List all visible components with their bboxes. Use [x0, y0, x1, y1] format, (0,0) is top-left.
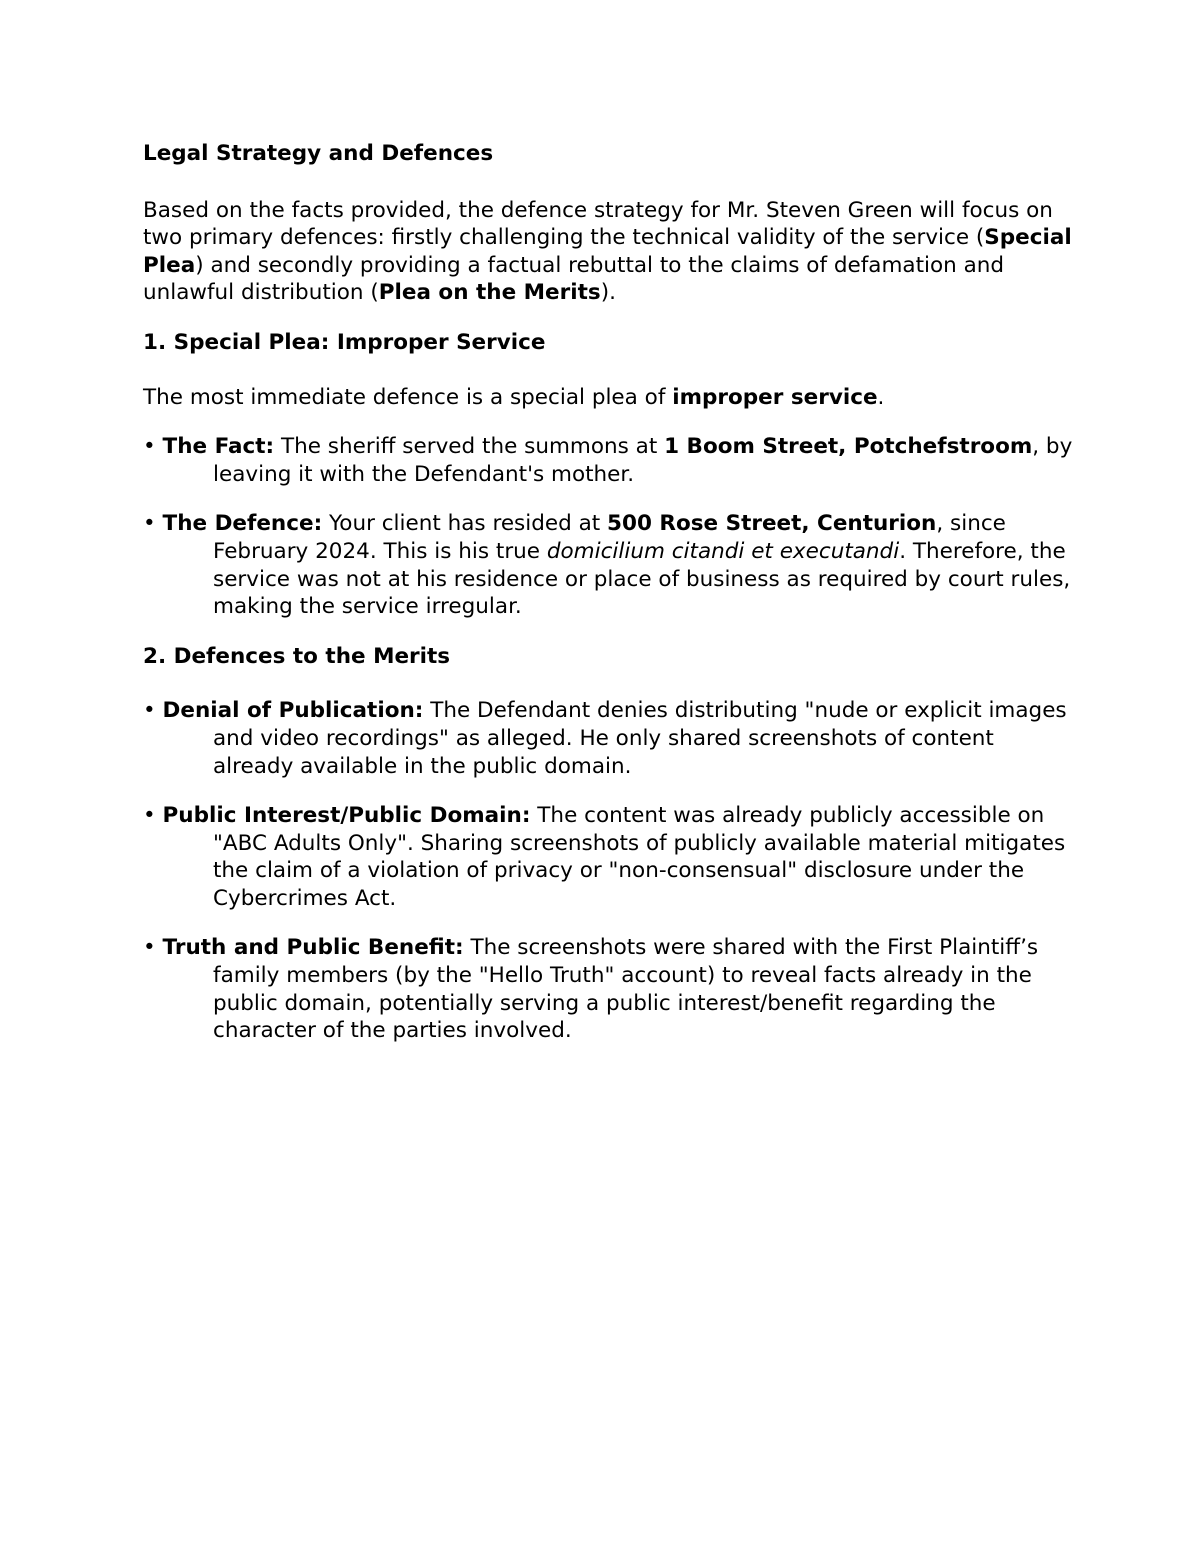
section1-heading: 1. Special Plea: Improper Service — [143, 329, 546, 355]
section2-heading: 2. Defences to the Merits — [143, 643, 451, 669]
bullet-bold-address: 500 Rose Street, Centurion — [607, 511, 937, 537]
bullet-marker: • — [143, 803, 156, 829]
bullet-denial-of-publication — [143, 697, 1073, 780]
intro-bold-plea-merits: Plea on the Merits — [378, 280, 601, 306]
bullet-the-defence — [143, 510, 1073, 620]
bullet-text-1: The Defendant denies distributing "nude or explicit images and video recordings" as alleged. He only shared screenshots of content already available in the public domain. — [213, 698, 1067, 779]
bullet-truth-public-benefit — [143, 934, 1073, 1044]
bullet-text-2: , by leaving it with the Defendant's mother. — [213, 434, 1073, 487]
bullet-label: Denial of Publication: — [162, 698, 424, 724]
intro-bold-special-plea: Special Plea — [143, 225, 1072, 278]
section1-lead-bold: improper service — [672, 384, 878, 410]
document-page — [143, 140, 1073, 1045]
bullet-public-interest — [143, 802, 1073, 912]
bullet-text-2: , since February 2024. This is his true — [213, 511, 1006, 564]
section1-lead-text-2: . — [877, 384, 885, 410]
bullet-bold-address: 1 Boom Street, Potchefstroom — [664, 434, 1033, 460]
section1-lead-text-1: The most immediate defence is a special plea of — [143, 384, 673, 410]
intro-text-2: ) and secondly providing a factual rebuttal to the claims of defamation and unlawful distribution ( — [143, 252, 1005, 306]
bullet-text-1: Your client has resided at — [322, 511, 608, 537]
intro-text-3: ). — [600, 280, 616, 306]
bullet-marker: • — [143, 434, 156, 460]
bullet-text-1: The sheriff served the summons at — [274, 434, 665, 460]
bullet-text-1: The content was already publicly accessible on "ABC Adults Only". Sharing screenshots of publicly available material mitigates the claim of a violation of privacy or "non-consensual" disclosure under the Cybercrimes Act. — [213, 803, 1066, 911]
bullet-marker: • — [143, 698, 156, 724]
bullet-label: Public Interest/Public Domain: — [162, 803, 531, 829]
document-title: Legal Strategy and Defences — [143, 141, 494, 166]
bullet-label: The Defence: — [162, 511, 323, 537]
bullet-marker: • — [143, 511, 156, 537]
section1-lead — [143, 384, 1073, 412]
bullet-label: The Fact: — [162, 434, 275, 460]
bullet-the-fact — [143, 433, 1073, 488]
bullet-label: Truth and Public Benefit: — [162, 935, 464, 961]
intro-text-1: Based on the facts provided, the defence strategy for Mr. Steven Green will focus on two primary defences: firstly challenging the technical validity of the service ( — [143, 197, 1053, 251]
bullet-marker: • — [143, 935, 156, 961]
bullet-text-1: The screenshots were shared with the First Plaintiff’s family members (by the "Hello Truth" account) to reveal facts already in the public domain, potentially serving a public interest/benefit regarding the character of the parties involved. — [213, 935, 1039, 1044]
bullet-text-3: . Therefore, the service was not at his residence or place of business as required by court rules, making the service irregular. — [213, 538, 1071, 620]
intro-paragraph — [143, 197, 1073, 307]
bullet-italic-term: domicilium citandi et executandi — [546, 538, 900, 564]
